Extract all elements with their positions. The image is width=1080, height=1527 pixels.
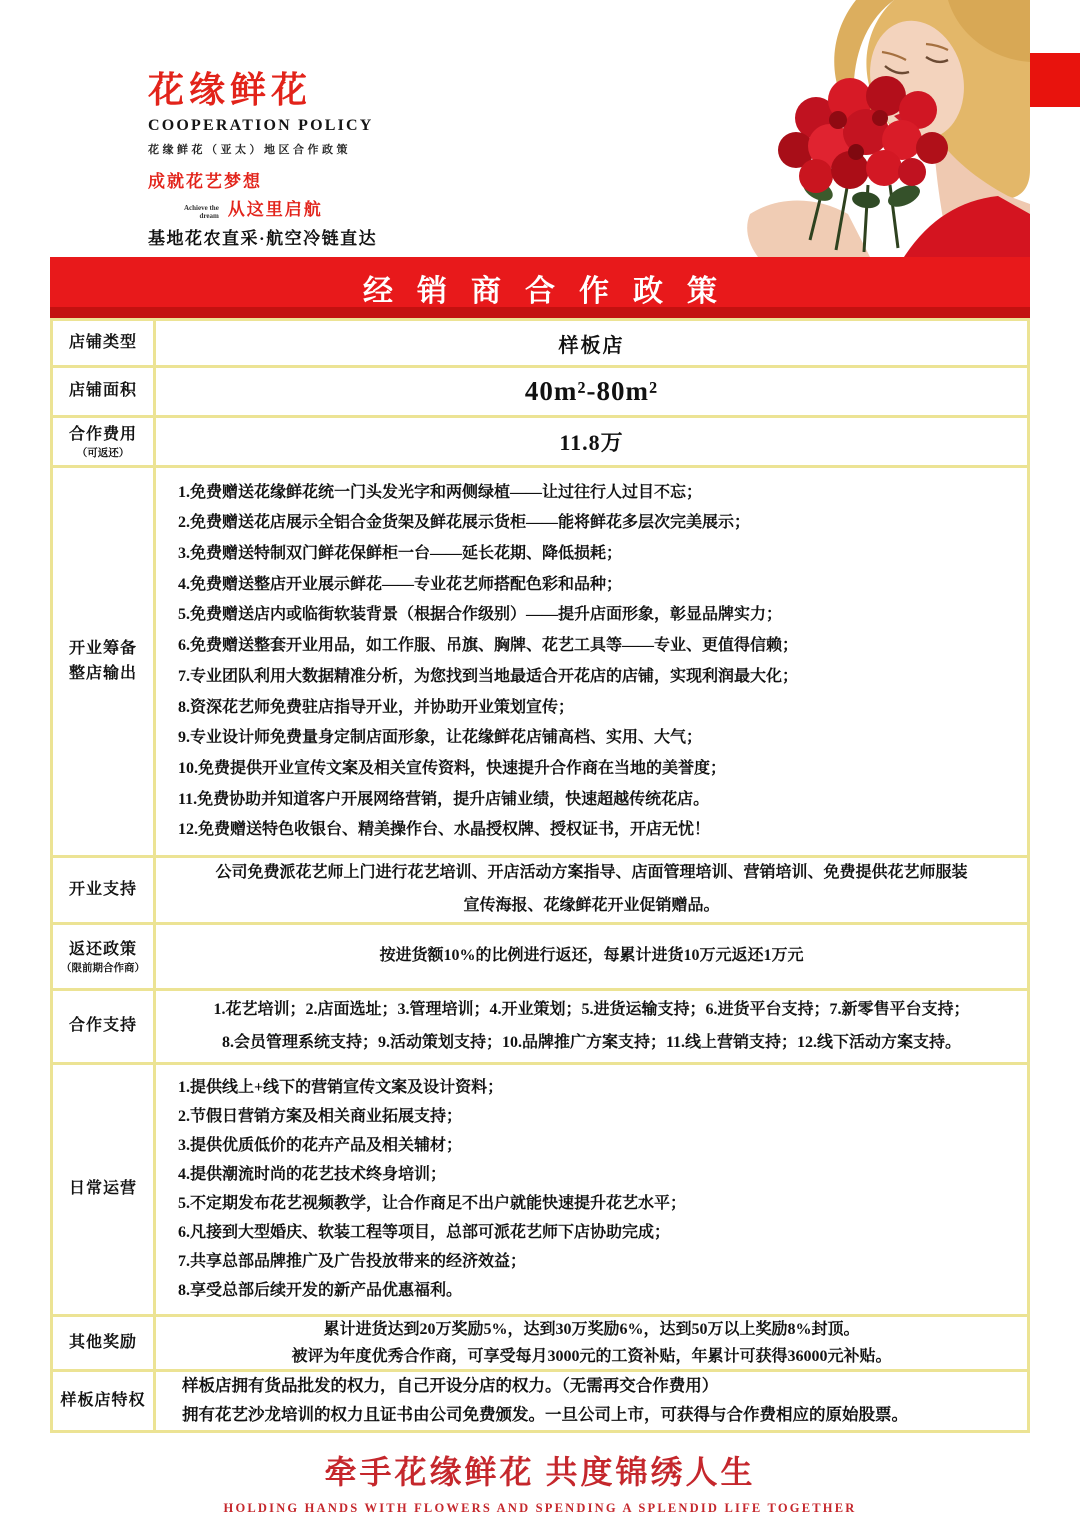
- policy-title-cn: 花缘鲜花（亚太）地区合作政策: [148, 143, 351, 156]
- cell-opening-prep-list: [156, 468, 1027, 855]
- list-item: 1.提供线上+线下的营销宣传文案及设计资料；: [178, 1079, 504, 1096]
- label-text: 合作费用: [68, 425, 137, 443]
- label-text: 样板店特权: [60, 1391, 146, 1409]
- row-label-store-area: [53, 368, 156, 415]
- label-text-line2: 整店输出: [68, 664, 137, 682]
- label-text: 返还政策: [68, 940, 137, 958]
- opening-support-line1: 公司免费派花艺师上门进行花艺培训、开店活动方案指导、店面管理培训、营销培训、免费提供花艺师服装: [215, 864, 968, 882]
- row-label-other-rewards: [53, 1317, 156, 1369]
- coop-support-line1: 1.花艺培训；2.店面选址；3.管理培训；4.开业策划；5.进货运输支持；6.进货平台支持；7.新零售平台支持；: [213, 1000, 970, 1018]
- list-item: 6.免费赠送整套开业用品，如工作服、吊旗、胸牌、花艺工具等——专业、更值得信赖；: [178, 637, 799, 655]
- label-text: 店铺面积: [68, 382, 137, 400]
- row-label-rebate: [53, 925, 156, 988]
- list-item: 10.免费提供开业宣传文案及相关宣传资料，快速提升合作商在当地的美誉度；: [178, 759, 727, 777]
- woman-with-roses-photo: [698, 0, 1030, 257]
- model-privileges-line2: 拥有花艺沙龙培训的权力且证书由公司免费颁发。一旦公司上市，可获得与合作费相应的原始股票。: [182, 1405, 908, 1424]
- row-coop-support: [53, 988, 1027, 1062]
- label-text: 合作支持: [68, 1017, 137, 1035]
- footer-slogan-en: HOLDING HANDS WITH FLOWERS AND SPENDING A SPLENDID LIFE TOGETHER: [223, 1501, 857, 1515]
- label-text-line1: 开业筹备: [68, 639, 137, 657]
- list-item: 12.免费赠送特色收银台、精美操作台、水晶授权牌、授权证书，开店无忧！: [178, 821, 711, 839]
- label-subtext: （可返还）: [76, 448, 130, 460]
- list-item: 8.享受总部后续开发的新产品优惠福利。: [178, 1282, 463, 1299]
- list-item: 8.资深花艺师免费驻店指导开业，并协助开业策划宣传；: [178, 698, 575, 716]
- row-label-model-privileges: [53, 1372, 156, 1430]
- cell-store-area: [156, 368, 1027, 415]
- footer: [0, 1447, 1080, 1516]
- banner-title: 经销商合作政策: [363, 274, 741, 308]
- list-item: 9.专业设计师免费量身定制店面形象，让花缘鲜花店铺高档、实用、大气；: [178, 729, 703, 747]
- list-item: 2.免费赠送花店展示全铝合金货架及鲜花展示货柜——能将鲜花多层次完美展示；: [178, 514, 751, 532]
- list-item: 7.专业团队利用大数据精准分析，为您找到当地最适合开花店的店铺，实现利润最大化；: [178, 667, 799, 685]
- row-label-opening-prep: [53, 468, 156, 855]
- list-item: 5.免费赠送店内或临街软装背景（根据合作级别）——提升店面形象，彰显品牌实力；: [178, 606, 783, 624]
- list-item: 7.共享总部品牌推广及广告投放带来的经济效益；: [178, 1253, 527, 1270]
- row-rebate-policy: [53, 922, 1027, 988]
- cell-rebate: [156, 925, 1027, 988]
- policy-table: [50, 318, 1030, 1433]
- brand-block: [148, 72, 568, 220]
- row-other-rewards: [53, 1314, 1027, 1369]
- dealer-policy-banner: [50, 257, 1030, 318]
- row-store-area: [53, 365, 1027, 415]
- label-text: 店铺类型: [68, 333, 137, 351]
- row-opening-prep: [53, 465, 1027, 855]
- other-rewards-line1: 累计进货达到20万奖励5%，达到30万奖励6%，达到50万以上奖励8%封顶。: [323, 1320, 860, 1338]
- label-subtext: （限前期合作商）: [61, 963, 145, 975]
- store-type-value: 样板店: [558, 334, 625, 357]
- label-text: 其他奖励: [68, 1333, 137, 1351]
- policy-title-en: COOPERATION POLICY: [148, 116, 374, 134]
- list-item: 2.节假日营销方案及相关商业拓展支持；: [178, 1108, 463, 1125]
- cell-fee: [156, 418, 1027, 465]
- slogan-english-line1: Achieve the: [184, 203, 219, 212]
- slogan-row: [148, 195, 568, 220]
- model-privileges-line1: 样板店拥有货品批发的权力，自己开设分店的权力。（无需再交合作费用）: [182, 1376, 719, 1396]
- list-item: 1.免费赠送花缘鲜花统一门头发光字和两侧绿植——让过往行人过目不忘；: [178, 483, 703, 501]
- cell-coop-support: [156, 991, 1027, 1062]
- list-item: 11.免费协助并知道客户开展网络营销，提升店铺业绩，快速超越传统花店。: [178, 790, 710, 808]
- list-item: 6.凡接到大型婚庆、软装工程等项目，总部可派花艺师下店协助完成；: [178, 1224, 671, 1241]
- row-opening-support: [53, 855, 1027, 922]
- row-daily-ops: [53, 1062, 1027, 1314]
- row-fee: [53, 415, 1027, 465]
- slogan-line-1: 成就花艺梦想: [148, 171, 262, 191]
- label-text: 开业支持: [68, 880, 137, 898]
- opening-support-line2: 宣传海报、花缘鲜花开业促销赠品。: [463, 897, 720, 914]
- list-item: 4.免费赠送整店开业展示鲜花——专业花艺师搭配色彩和品种；: [178, 575, 623, 593]
- footer-slogan-cn: 牵手花缘鲜花 共度锦绣人生: [324, 1454, 756, 1490]
- supply-chain-tagline: 基地花农直采·航空冷链直达: [148, 229, 378, 248]
- rebate-value: 按进货额10%的比例进行返还，每累计进货10万元返还1万元: [379, 947, 804, 965]
- fee-value: 11.8万: [559, 430, 624, 455]
- cell-other-rewards: [156, 1317, 1027, 1369]
- cell-model-privileges: [156, 1372, 1027, 1430]
- brand-logo: 花缘鲜花: [148, 70, 313, 110]
- list-item: 3.提供优质低价的花卉产品及相关辅材；: [178, 1137, 463, 1154]
- row-label-opening-support: [53, 858, 156, 922]
- cell-store-type: [156, 321, 1027, 365]
- slogan-english-line2: dream: [199, 211, 219, 220]
- row-label-daily-ops: [53, 1065, 156, 1314]
- row-label-coop-support: [53, 991, 156, 1062]
- cell-daily-ops-list: [156, 1065, 1027, 1314]
- slogan-line-2: 从这里启航: [227, 199, 323, 219]
- cell-opening-support: [156, 858, 1027, 922]
- list-item: 3.免费赠送特制双门鲜花保鲜柜一台——延长花期、降低损耗；: [178, 545, 623, 563]
- list-item: 4.提供潮流时尚的花艺技术终身培训；: [178, 1166, 447, 1183]
- other-rewards-line2: 被评为年度优秀合作商，可享受每月3000元的工资补贴，年累计可获得36000元补贴。: [291, 1348, 892, 1365]
- row-store-type: [53, 321, 1027, 365]
- store-area-value: 40m²-80m²: [524, 376, 659, 406]
- coop-support-line2: 8.会员管理系统支持；9.活动策划支持；10.品牌推广方案支持；11.线上营销支持；12.线下活动方案支持。: [221, 1033, 962, 1051]
- row-label-fee: [53, 418, 156, 465]
- slogan-english: [184, 204, 219, 220]
- list-item: 5.不定期发布花艺视频教学，让合作商足不出户就能快速提升花艺水平；: [178, 1195, 687, 1212]
- label-text: 日常运营: [68, 1180, 137, 1198]
- row-label-store-type: [53, 321, 156, 365]
- corner-red-strip: [1030, 53, 1080, 107]
- row-model-privileges: [53, 1369, 1027, 1430]
